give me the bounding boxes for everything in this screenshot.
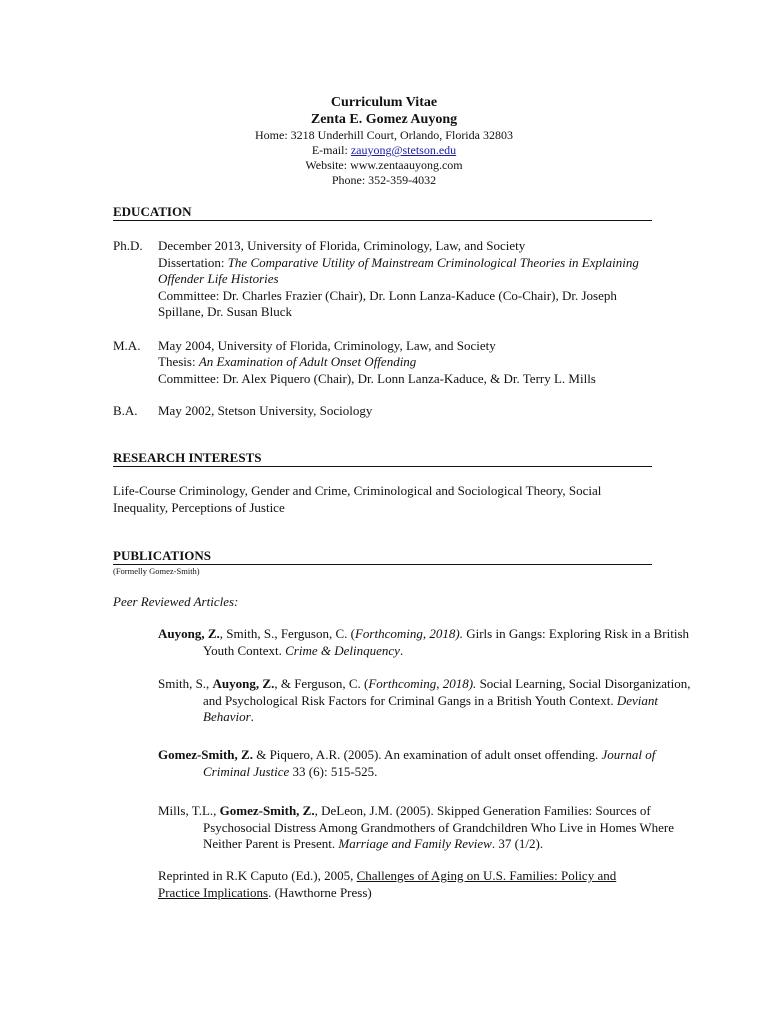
reprint-note [158, 868, 653, 901]
pub-authors: , Smith, S., Ferguson, C. ( [219, 626, 355, 641]
phd-line: December 2013, University of Florida, Criminology, Law, and Society [158, 238, 526, 253]
edu-ma [113, 338, 653, 388]
education-heading: EDUCATION [113, 205, 652, 221]
phd-dissertation [158, 255, 653, 288]
pub-authors: Smith, S., [158, 676, 213, 691]
pub-title: & Piquero, A.R. (2005). An examination of adult onset offending. [252, 747, 602, 762]
author-name: Zenta E. Gomez Auyong [310, 112, 458, 127]
thesis-title: An Examination of Adult Onset Offending [198, 354, 417, 369]
pub-author-highlight: Gomez-Smith, Z. [219, 803, 315, 818]
dissertation-label: Dissertation: [158, 254, 225, 270]
pub-title: Social Learning, Social Disorganization, and Psychological Risk Factors for Criminal Gangs in a British Youth Context. [203, 676, 691, 708]
degree-label: M.A. [113, 337, 141, 353]
peer-reviewed-subheading: Peer Reviewed Articles: [113, 594, 239, 609]
publication-item [158, 626, 698, 659]
pub-title: Girls in Gangs: Exploring Risk in a British Youth Context. [203, 626, 690, 658]
pub-journal: Journal of Criminal Justice [203, 747, 656, 779]
pub-journal: Marriage and Family Review [338, 836, 492, 851]
edu-phd [113, 238, 653, 321]
publications-heading: PUBLICATIONS [113, 549, 652, 565]
research-heading: RESEARCH INTERESTS [113, 451, 652, 467]
degree-label: Ph.D. [113, 238, 143, 253]
home-address: Home: 3218 Underhill Court, Orlando, Florida 32803 [255, 128, 513, 142]
degree-label: B.A. [113, 403, 138, 418]
ma-thesis [158, 354, 653, 371]
pub-year: Forthcoming, 2018). [354, 626, 463, 641]
pub-journal: Crime & Delinquency [285, 642, 400, 658]
ma-line: May 2004, University of Florida, Criminology, Law, and Society [158, 337, 496, 353]
pub-journal: Deviant Behavior [203, 692, 658, 724]
email-line [0, 143, 768, 158]
phone-line: Phone: 352-359-4032 [331, 173, 437, 187]
pub-author-highlight: Gomez-Smith, Z. [158, 747, 253, 762]
ma-committee: Committee: Dr. Alex Piquero (Chair), Dr. Lonn Lanza-Kaduce, & Dr. Terry L. Mills [158, 370, 596, 386]
pub-author-highlight: Auyong, Z. [212, 676, 275, 691]
pub-author-highlight: Auyong, Z. [158, 626, 220, 641]
thesis-label: Thesis: [158, 354, 196, 369]
website-line: Website: www.zentaauyong.com [305, 158, 463, 172]
pub-end: . [250, 709, 254, 724]
phd-committee: Committee: Dr. Charles Frazier (Chair), Dr. Lonn Lanza-Kaduce (Co-Chair), Dr. Joseph Spillane, Dr. Susan Bluck [158, 287, 617, 319]
doc-title: Curriculum Vitae [330, 95, 438, 110]
cv-header [0, 94, 768, 188]
publication-item [158, 803, 698, 853]
pub-authors: Mills, T.L., [158, 803, 220, 818]
reprint-prefix: Reprinted in R.K Caputo (Ed.), 2005, [158, 868, 357, 883]
pub-year: Forthcoming, 2018). [368, 676, 477, 691]
reprint-publisher: . (Hawthorne Press) [268, 884, 372, 900]
pub-end: . 37 (1/2). [491, 836, 544, 851]
email-label: E-mail: [311, 143, 348, 157]
pub-title: , DeLeon, J.M. (2005). Skipped Generation Families: Sources of Psychosocial Distress Among Grandmothers of Grandchildren Who Live in Homes Where Neither Parent is Present. [203, 803, 675, 851]
education-list [113, 238, 653, 420]
publication-item [158, 676, 698, 726]
pub-authors: , & Ferguson, C. ( [274, 676, 369, 691]
edu-ba [113, 403, 653, 420]
research-text: Life-Course Criminology, Gender and Crime, Criminological and Sociological Theory, Social Inequality, Perceptions of Justice [113, 483, 602, 515]
pub-end: . [399, 642, 404, 658]
reprint-title: Challenges of Aging on U.S. Families: Policy and Practice Implications [158, 868, 617, 900]
pub-end: 33 (6): 515-525. [289, 763, 378, 779]
dissertation-title: The Comparative Utility of Mainstream Criminological Theories in Explaining Offender Life Histories [158, 254, 639, 286]
ba-line: May 2002, Stetson University, Sociology [158, 403, 373, 418]
publication-item [158, 747, 698, 780]
email-link[interactable]: zauyong@stetson.edu [350, 143, 457, 157]
former-name-note: (Formelly Gomez-Smith) [113, 566, 200, 576]
